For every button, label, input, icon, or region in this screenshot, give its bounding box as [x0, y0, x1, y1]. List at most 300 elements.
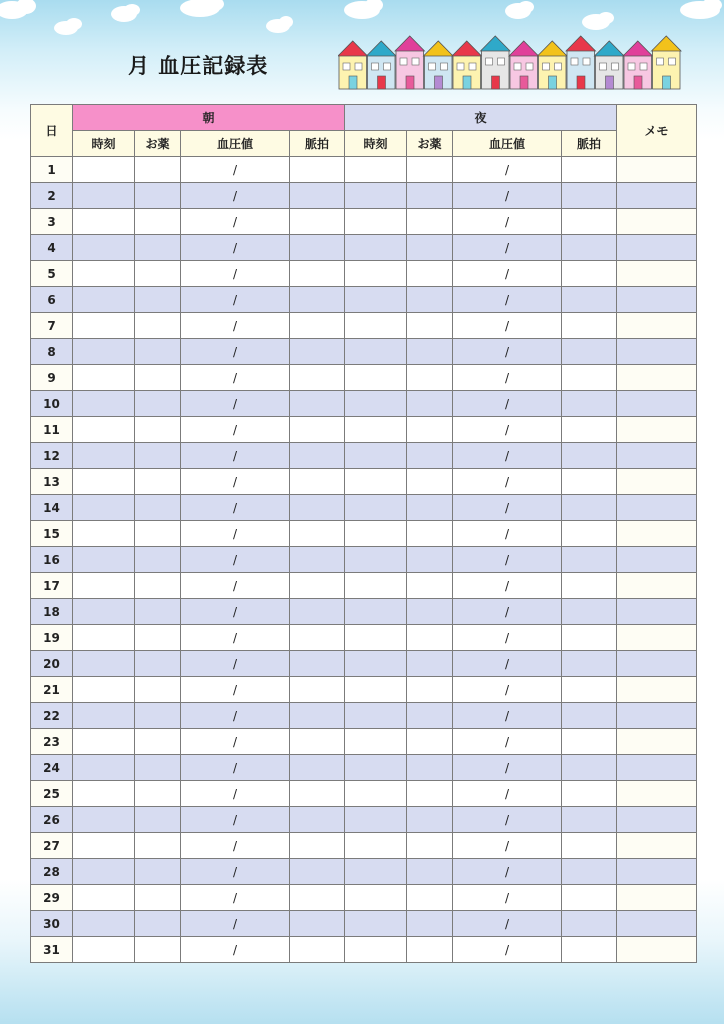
morning-pulse-cell[interactable]: [290, 885, 345, 911]
evening-pulse-cell[interactable]: [562, 833, 617, 859]
evening-bp-cell[interactable]: [453, 313, 562, 339]
morning-medicine-cell[interactable]: [135, 365, 181, 391]
evening-pulse-cell[interactable]: [562, 209, 617, 235]
evening-bp-cell[interactable]: [453, 885, 562, 911]
evening-bp-cell[interactable]: [453, 365, 562, 391]
morning-time-cell[interactable]: [73, 157, 135, 183]
memo-cell[interactable]: [617, 313, 697, 339]
morning-medicine-cell[interactable]: [135, 183, 181, 209]
morning-medicine-cell[interactable]: [135, 157, 181, 183]
morning-bp-cell[interactable]: [181, 495, 290, 521]
morning-bp-cell[interactable]: [181, 885, 290, 911]
evening-time-cell[interactable]: [345, 261, 407, 287]
evening-time-cell[interactable]: [345, 911, 407, 937]
morning-pulse-cell[interactable]: [290, 183, 345, 209]
evening-time-cell[interactable]: [345, 807, 407, 833]
morning-time-cell[interactable]: [73, 391, 135, 417]
morning-medicine-cell[interactable]: [135, 209, 181, 235]
memo-cell[interactable]: [617, 833, 697, 859]
evening-time-cell[interactable]: [345, 183, 407, 209]
memo-cell[interactable]: [617, 495, 697, 521]
morning-medicine-header: お薬: [135, 131, 181, 157]
morning-medicine-cell[interactable]: [135, 911, 181, 937]
evening-medicine-cell[interactable]: [407, 807, 453, 833]
evening-pulse-cell[interactable]: [562, 911, 617, 937]
house-icon: [452, 41, 482, 89]
morning-time-cell[interactable]: [73, 677, 135, 703]
morning-pulse-cell[interactable]: [290, 807, 345, 833]
morning-time-cell[interactable]: [73, 469, 135, 495]
evening-medicine-cell[interactable]: [407, 937, 453, 963]
evening-bp-cell[interactable]: [453, 807, 562, 833]
evening-pulse-cell[interactable]: [562, 287, 617, 313]
memo-cell[interactable]: [617, 573, 697, 599]
morning-medicine-cell[interactable]: [135, 833, 181, 859]
morning-pulse-cell[interactable]: [290, 417, 345, 443]
morning-pulse-cell[interactable]: [290, 651, 345, 677]
evening-pulse-cell[interactable]: [562, 417, 617, 443]
morning-pulse-cell[interactable]: [290, 573, 345, 599]
bp-separator: /: [232, 214, 238, 229]
morning-medicine-cell[interactable]: [135, 677, 181, 703]
morning-bp-cell[interactable]: [181, 235, 290, 261]
evening-pulse-cell[interactable]: [562, 391, 617, 417]
evening-medicine-cell[interactable]: [407, 209, 453, 235]
bp-separator: /: [232, 500, 238, 515]
evening-medicine-cell[interactable]: [407, 313, 453, 339]
morning-medicine-cell[interactable]: [135, 417, 181, 443]
evening-pulse-cell[interactable]: [562, 183, 617, 209]
morning-bp-cell[interactable]: [181, 287, 290, 313]
memo-cell[interactable]: [617, 547, 697, 573]
evening-medicine-cell[interactable]: [407, 703, 453, 729]
evening-bp-cell[interactable]: [453, 677, 562, 703]
evening-time-cell[interactable]: [345, 443, 407, 469]
evening-bp-cell[interactable]: [453, 261, 562, 287]
evening-medicine-cell[interactable]: [407, 495, 453, 521]
bp-separator: /: [232, 396, 238, 411]
morning-bp-cell[interactable]: [181, 911, 290, 937]
morning-pulse-cell[interactable]: [290, 677, 345, 703]
bp-separator: /: [504, 240, 510, 255]
evening-medicine-cell[interactable]: [407, 157, 453, 183]
evening-bp-cell[interactable]: [453, 625, 562, 651]
memo-cell[interactable]: [617, 235, 697, 261]
morning-pulse-cell[interactable]: [290, 625, 345, 651]
evening-medicine-cell[interactable]: [407, 469, 453, 495]
evening-pulse-cell[interactable]: [562, 469, 617, 495]
morning-bp-cell[interactable]: [181, 625, 290, 651]
morning-pulse-cell[interactable]: [290, 729, 345, 755]
evening-bp-cell[interactable]: [453, 417, 562, 443]
table-row: [31, 599, 697, 625]
day-number: 13: [31, 469, 73, 495]
memo-cell[interactable]: [617, 729, 697, 755]
evening-pulse-cell[interactable]: [562, 495, 617, 521]
morning-pulse-cell[interactable]: [290, 547, 345, 573]
morning-medicine-cell[interactable]: [135, 599, 181, 625]
morning-medicine-cell[interactable]: [135, 547, 181, 573]
morning-bp-cell[interactable]: [181, 469, 290, 495]
morning-bp-cell[interactable]: [181, 703, 290, 729]
morning-bp-cell[interactable]: [181, 937, 290, 963]
morning-medicine-cell[interactable]: [135, 729, 181, 755]
evening-bp-cell[interactable]: [453, 781, 562, 807]
evening-pulse-cell[interactable]: [562, 703, 617, 729]
evening-time-cell[interactable]: [345, 833, 407, 859]
evening-bp-cell[interactable]: [453, 183, 562, 209]
evening-medicine-cell[interactable]: [407, 677, 453, 703]
evening-time-cell[interactable]: [345, 625, 407, 651]
evening-medicine-cell[interactable]: [407, 365, 453, 391]
morning-pulse-cell[interactable]: [290, 521, 345, 547]
evening-time-cell[interactable]: [345, 937, 407, 963]
evening-medicine-cell[interactable]: [407, 417, 453, 443]
cloud-icon: [0, 0, 36, 19]
evening-medicine-cell[interactable]: [407, 183, 453, 209]
evening-medicine-cell[interactable]: [407, 833, 453, 859]
morning-pulse-cell[interactable]: [290, 313, 345, 339]
morning-medicine-cell[interactable]: [135, 885, 181, 911]
evening-time-cell[interactable]: [345, 469, 407, 495]
evening-pulse-cell[interactable]: [562, 313, 617, 339]
evening-medicine-cell[interactable]: [407, 599, 453, 625]
memo-cell[interactable]: [617, 651, 697, 677]
morning-bp-cell[interactable]: [181, 807, 290, 833]
bp-separator: /: [232, 760, 238, 775]
memo-cell[interactable]: [617, 443, 697, 469]
evening-bp-cell[interactable]: [453, 573, 562, 599]
morning-pulse-cell[interactable]: [290, 365, 345, 391]
morning-pulse-cell[interactable]: [290, 755, 345, 781]
morning-bp-cell[interactable]: [181, 599, 290, 625]
evening-pulse-cell[interactable]: [562, 781, 617, 807]
morning-pulse-cell[interactable]: [290, 599, 345, 625]
morning-medicine-cell[interactable]: [135, 443, 181, 469]
day-number: 17: [31, 573, 73, 599]
morning-pulse-cell[interactable]: [290, 339, 345, 365]
evening-bp-cell[interactable]: [453, 937, 562, 963]
morning-bp-cell[interactable]: [181, 521, 290, 547]
morning-medicine-cell[interactable]: [135, 521, 181, 547]
morning-pulse-cell[interactable]: [290, 391, 345, 417]
evening-bp-cell[interactable]: [453, 521, 562, 547]
evening-time-cell[interactable]: [345, 573, 407, 599]
morning-bp-cell[interactable]: [181, 339, 290, 365]
evening-time-cell[interactable]: [345, 677, 407, 703]
bp-separator: /: [232, 370, 238, 385]
morning-bp-cell[interactable]: [181, 209, 290, 235]
morning-bp-cell[interactable]: [181, 573, 290, 599]
evening-pulse-cell[interactable]: [562, 807, 617, 833]
evening-pulse-cell[interactable]: [562, 937, 617, 963]
evening-time-cell[interactable]: [345, 235, 407, 261]
morning-pulse-cell[interactable]: [290, 703, 345, 729]
memo-cell[interactable]: [617, 521, 697, 547]
house-icon: [509, 41, 539, 89]
evening-time-cell[interactable]: [345, 209, 407, 235]
memo-cell[interactable]: [617, 781, 697, 807]
bp-separator: /: [504, 292, 510, 307]
morning-time-cell[interactable]: [73, 807, 135, 833]
morning-bp-cell[interactable]: [181, 729, 290, 755]
evening-time-cell[interactable]: [345, 859, 407, 885]
evening-time-cell[interactable]: [345, 547, 407, 573]
morning-medicine-cell[interactable]: [135, 573, 181, 599]
evening-bp-cell[interactable]: [453, 729, 562, 755]
evening-time-cell[interactable]: [345, 287, 407, 313]
evening-medicine-cell[interactable]: [407, 651, 453, 677]
day-number: 18: [31, 599, 73, 625]
morning-bp-cell[interactable]: [181, 261, 290, 287]
morning-time-cell[interactable]: [73, 339, 135, 365]
table-row: [31, 547, 697, 573]
evening-time-cell[interactable]: [345, 781, 407, 807]
morning-time-cell[interactable]: [73, 521, 135, 547]
morning-time-cell[interactable]: [73, 547, 135, 573]
morning-time-cell[interactable]: [73, 703, 135, 729]
evening-time-cell[interactable]: [345, 703, 407, 729]
memo-cell[interactable]: [617, 937, 697, 963]
evening-time-cell[interactable]: [345, 339, 407, 365]
morning-pulse-cell[interactable]: [290, 157, 345, 183]
morning-bp-cell[interactable]: [181, 183, 290, 209]
morning-medicine-cell[interactable]: [135, 755, 181, 781]
morning-medicine-cell[interactable]: [135, 235, 181, 261]
evening-medicine-cell[interactable]: [407, 287, 453, 313]
memo-cell[interactable]: [617, 859, 697, 885]
evening-bp-cell[interactable]: [453, 287, 562, 313]
morning-bp-cell[interactable]: [181, 417, 290, 443]
evening-medicine-cell[interactable]: [407, 339, 453, 365]
morning-time-cell[interactable]: [73, 183, 135, 209]
morning-time-cell[interactable]: [73, 651, 135, 677]
morning-bp-cell[interactable]: [181, 547, 290, 573]
morning-time-cell[interactable]: [73, 287, 135, 313]
evening-medicine-cell[interactable]: [407, 781, 453, 807]
memo-cell[interactable]: [617, 703, 697, 729]
evening-time-cell[interactable]: [345, 365, 407, 391]
memo-cell[interactable]: [617, 157, 697, 183]
evening-pulse-cell[interactable]: [562, 677, 617, 703]
morning-time-cell[interactable]: [73, 573, 135, 599]
morning-medicine-cell[interactable]: [135, 703, 181, 729]
evening-bp-cell[interactable]: [453, 651, 562, 677]
evening-time-cell[interactable]: [345, 729, 407, 755]
memo-cell[interactable]: [617, 365, 697, 391]
memo-cell[interactable]: [617, 599, 697, 625]
evening-medicine-cell[interactable]: [407, 885, 453, 911]
morning-time-cell[interactable]: [73, 495, 135, 521]
morning-time-cell[interactable]: [73, 261, 135, 287]
morning-time-cell[interactable]: [73, 755, 135, 781]
memo-cell[interactable]: [617, 287, 697, 313]
evening-pulse-cell[interactable]: [562, 443, 617, 469]
evening-bp-cell[interactable]: [453, 209, 562, 235]
table-row: [31, 183, 697, 209]
morning-pulse-cell[interactable]: [290, 209, 345, 235]
evening-medicine-cell[interactable]: [407, 755, 453, 781]
morning-pulse-cell[interactable]: [290, 937, 345, 963]
evening-time-cell[interactable]: [345, 755, 407, 781]
evening-medicine-cell[interactable]: [407, 235, 453, 261]
morning-time-cell[interactable]: [73, 599, 135, 625]
evening-medicine-cell[interactable]: [407, 261, 453, 287]
evening-bp-cell[interactable]: [453, 339, 562, 365]
morning-time-cell[interactable]: [73, 313, 135, 339]
evening-bp-cell[interactable]: [453, 599, 562, 625]
morning-bp-cell[interactable]: [181, 443, 290, 469]
evening-medicine-cell[interactable]: [407, 729, 453, 755]
morning-pulse-cell[interactable]: [290, 469, 345, 495]
evening-pulse-cell[interactable]: [562, 859, 617, 885]
table-row: [31, 781, 697, 807]
morning-medicine-cell[interactable]: [135, 469, 181, 495]
morning-time-cell[interactable]: [73, 235, 135, 261]
morning-time-cell[interactable]: [73, 781, 135, 807]
morning-time-cell[interactable]: [73, 365, 135, 391]
evening-bp-cell[interactable]: [453, 547, 562, 573]
morning-pulse-cell[interactable]: [290, 911, 345, 937]
morning-medicine-cell[interactable]: [135, 625, 181, 651]
evening-pulse-cell[interactable]: [562, 573, 617, 599]
evening-bp-cell[interactable]: [453, 235, 562, 261]
evening-bp-cell[interactable]: [453, 833, 562, 859]
memo-cell[interactable]: [617, 209, 697, 235]
evening-time-cell[interactable]: [345, 157, 407, 183]
evening-pulse-cell[interactable]: [562, 885, 617, 911]
evening-pulse-cell[interactable]: [562, 547, 617, 573]
morning-time-cell[interactable]: [73, 625, 135, 651]
morning-time-cell[interactable]: [73, 859, 135, 885]
evening-medicine-cell[interactable]: [407, 521, 453, 547]
morning-medicine-cell[interactable]: [135, 859, 181, 885]
morning-bp-cell[interactable]: [181, 859, 290, 885]
evening-time-cell[interactable]: [345, 391, 407, 417]
morning-time-cell[interactable]: [73, 209, 135, 235]
memo-cell[interactable]: [617, 807, 697, 833]
evening-pulse-cell[interactable]: [562, 729, 617, 755]
evening-medicine-cell[interactable]: [407, 443, 453, 469]
morning-medicine-cell[interactable]: [135, 261, 181, 287]
morning-bp-cell[interactable]: [181, 677, 290, 703]
morning-pulse-cell[interactable]: [290, 781, 345, 807]
evening-time-cell[interactable]: [345, 885, 407, 911]
evening-time-cell[interactable]: [345, 313, 407, 339]
memo-cell[interactable]: [617, 885, 697, 911]
evening-bp-cell[interactable]: [453, 443, 562, 469]
morning-medicine-cell[interactable]: [135, 651, 181, 677]
morning-time-cell[interactable]: [73, 729, 135, 755]
evening-pulse-cell[interactable]: [562, 157, 617, 183]
morning-pulse-cell[interactable]: [290, 833, 345, 859]
morning-bp-cell[interactable]: [181, 651, 290, 677]
evening-medicine-cell[interactable]: [407, 547, 453, 573]
morning-medicine-cell[interactable]: [135, 937, 181, 963]
morning-bp-cell[interactable]: [181, 833, 290, 859]
memo-cell[interactable]: [617, 183, 697, 209]
evening-bp-cell[interactable]: [453, 391, 562, 417]
evening-medicine-cell[interactable]: [407, 573, 453, 599]
morning-bp-cell[interactable]: [181, 391, 290, 417]
memo-cell[interactable]: [617, 261, 697, 287]
morning-pulse-cell[interactable]: [290, 287, 345, 313]
morning-time-cell[interactable]: [73, 833, 135, 859]
evening-medicine-cell[interactable]: [407, 391, 453, 417]
evening-bp-cell[interactable]: [453, 703, 562, 729]
evening-bp-cell[interactable]: [453, 469, 562, 495]
evening-bp-cell[interactable]: [453, 859, 562, 885]
morning-bp-cell[interactable]: [181, 781, 290, 807]
evening-pulse-cell[interactable]: [562, 651, 617, 677]
morning-medicine-cell[interactable]: [135, 313, 181, 339]
evening-pulse-cell[interactable]: [562, 625, 617, 651]
evening-pulse-cell[interactable]: [562, 599, 617, 625]
evening-time-cell[interactable]: [345, 417, 407, 443]
memo-cell[interactable]: [617, 755, 697, 781]
evening-medicine-cell[interactable]: [407, 911, 453, 937]
evening-pulse-cell[interactable]: [562, 365, 617, 391]
evening-time-cell[interactable]: [345, 651, 407, 677]
morning-medicine-cell[interactable]: [135, 781, 181, 807]
morning-bp-cell[interactable]: [181, 157, 290, 183]
morning-medicine-cell[interactable]: [135, 391, 181, 417]
table-row: [31, 521, 697, 547]
morning-bp-cell[interactable]: [181, 365, 290, 391]
memo-cell[interactable]: [617, 417, 697, 443]
morning-time-cell[interactable]: [73, 417, 135, 443]
memo-cell[interactable]: [617, 625, 697, 651]
evening-pulse-cell[interactable]: [562, 521, 617, 547]
morning-time-cell[interactable]: [73, 911, 135, 937]
evening-bp-cell[interactable]: [453, 911, 562, 937]
morning-medicine-cell[interactable]: [135, 495, 181, 521]
morning-bp-cell[interactable]: [181, 755, 290, 781]
bp-separator: /: [504, 474, 510, 489]
memo-cell[interactable]: [617, 677, 697, 703]
morning-time-cell[interactable]: [73, 937, 135, 963]
morning-time-cell[interactable]: [73, 885, 135, 911]
evening-time-cell[interactable]: [345, 599, 407, 625]
evening-bp-cell[interactable]: [453, 755, 562, 781]
morning-pulse-cell[interactable]: [290, 443, 345, 469]
memo-cell[interactable]: [617, 469, 697, 495]
morning-medicine-cell[interactable]: [135, 287, 181, 313]
morning-medicine-cell[interactable]: [135, 339, 181, 365]
evening-pulse-cell[interactable]: [562, 339, 617, 365]
morning-pulse-cell[interactable]: [290, 235, 345, 261]
evening-time-cell[interactable]: [345, 521, 407, 547]
evening-time-cell[interactable]: [345, 495, 407, 521]
memo-cell[interactable]: [617, 339, 697, 365]
memo-cell[interactable]: [617, 911, 697, 937]
morning-pulse-cell[interactable]: [290, 859, 345, 885]
evening-medicine-cell[interactable]: [407, 859, 453, 885]
evening-pulse-cell[interactable]: [562, 261, 617, 287]
morning-pulse-cell[interactable]: [290, 495, 345, 521]
evening-bp-cell[interactable]: [453, 157, 562, 183]
evening-pulse-cell[interactable]: [562, 755, 617, 781]
evening-medicine-cell[interactable]: [407, 625, 453, 651]
evening-pulse-cell[interactable]: [562, 235, 617, 261]
house-icon: [623, 41, 653, 89]
morning-pulse-cell[interactable]: [290, 261, 345, 287]
morning-bp-cell[interactable]: [181, 313, 290, 339]
memo-cell[interactable]: [617, 391, 697, 417]
morning-time-cell[interactable]: [73, 443, 135, 469]
evening-bp-cell[interactable]: [453, 495, 562, 521]
morning-medicine-cell[interactable]: [135, 807, 181, 833]
